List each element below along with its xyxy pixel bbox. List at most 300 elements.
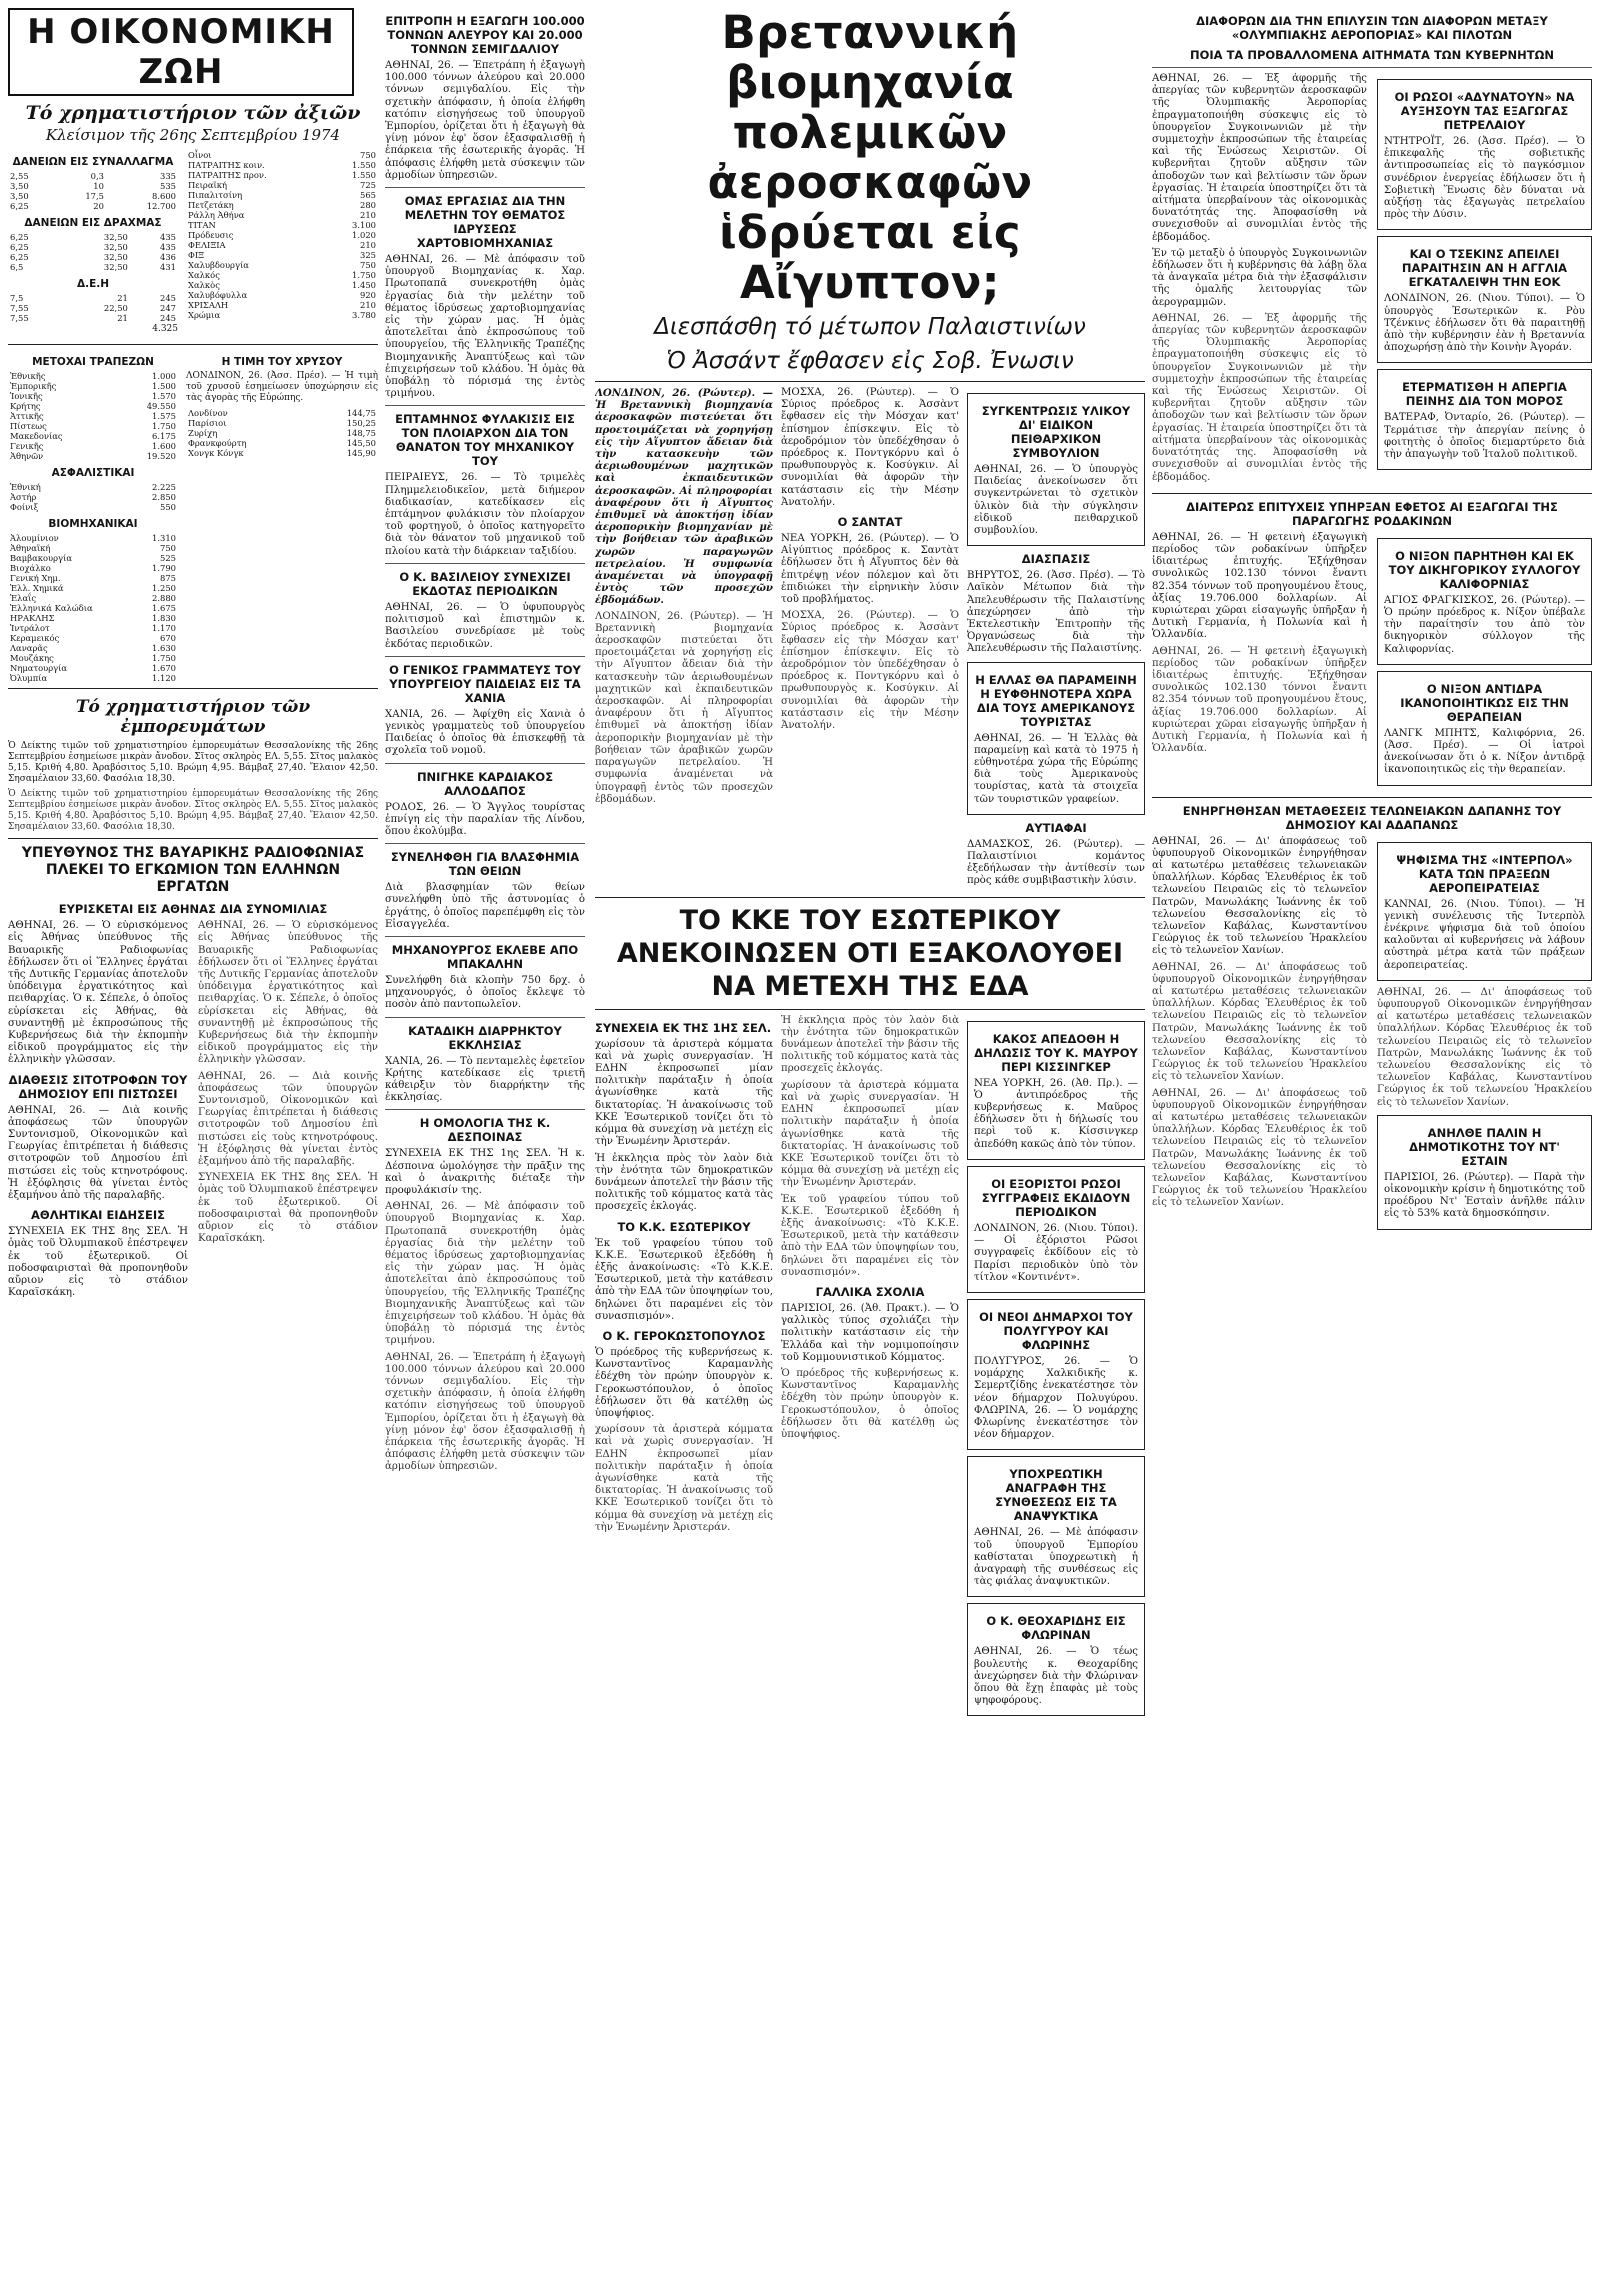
- discipline-title: ΣΥΓΚΕΝΤΡΩΣΙΣ ΥΛΙΚΟΥ ΔΙ' ΕΙΔΙΚΟΝ ΠΕΙΘΑΡΧΙΚΟΝ ΣΥΜΒΟΥΛΙΟΝ: [981, 404, 1131, 460]
- drowning-title: ΠΝΙΓΗΚΕ ΚΑΡΔΙΑΚΟΣ ΑΛΛΟΔΑΠΟΣ: [416, 769, 554, 798]
- mavros-title: ΚΑΚΟΣ ΑΠΕΔΟΘΗ Η ΔΗΛΩΣΙΣ ΤΟΥ Κ. ΜΑΥΡΟΥ ΠΕΡΙ ΚΙΣΣΙΝΓΚΕΡ: [974, 1031, 1138, 1074]
- quote-cell: 565: [360, 190, 376, 200]
- customs-cont-2: ΑΘΗΝΑΙ, 26. — Δι' ἀποφάσεως τοῦ ὑφυπουργοῦ Οἰκονομικῶν ἐνηργήθησαν αἱ κατωτέρω μεταθέσεις τελωνειακῶν ὑπαλλήλων. Κόρδας Ἐλευθέριος ἐκ τοῦ τελωνείου Πειραιῶς εἰς τὸ τελωνεῖον Πατρῶν, Μανωλάκης Ἰωάννης ἐκ τοῦ τελωνείου Θεσσαλονίκης εἰς τὸ τελωνεῖον Καβάλας, Κωνσταντίνου Γεώργιος ἐκ τοῦ τελωνείου Ἡρακλείου εἰς τὸ τελωνεῖον Χανίων.: [1152, 1087, 1367, 1209]
- quote-cell: Μουζάκης: [10, 653, 54, 664]
- theocharidis-box: [967, 1603, 1145, 1716]
- sports-text: ΣΥΝΕΧΕΙΑ ΕΚ ΤΗΣ 8ης ΣΕΛ. Ἡ ὁμὰς τοῦ Ὀλυμπιακοῦ ἐπέστρεψεν ἐκ τοῦ ἐξωτερικοῦ. Οἱ ποδοσφαιρισταὶ θὰ προπονηθοῦν αὔριον εἰς τὸ στάδιον Καραϊσκάκη.: [8, 1226, 188, 1299]
- nixon-bar-box: [1377, 538, 1592, 665]
- sports-title: ΑΘΛΗΤΙΚΑΙ ΕΙΔΗΣΕΙΣ: [31, 1208, 165, 1223]
- mayors-text: ΠΟΛΥΓΥΡΟΣ, 26. — Ὁ νομάρχης Χαλκιδικῆς κ. Σεμερτζίδης ἐνεκατέστησε τὸν νέον δήμαρχον Πολυγύρου. ΦΛΩΡΙΝΑ, 26. — Ὁ νομάρχης Φλωρίνης ἐνεκατέστησε τὸν νέον δήμαρχον.: [974, 1355, 1138, 1441]
- destaing-box: [1377, 1115, 1592, 1230]
- quote-cell: Ἑλλ. Χημικά: [10, 583, 64, 594]
- quote-cell: 21: [117, 293, 128, 303]
- quote-cell: 1.575: [152, 411, 176, 422]
- stock-right-2: [186, 350, 378, 683]
- grain-text: ΑΘΗΝΑΙ, 26. — Διὰ κοινῆς ἀποφάσεως τῶν ὑπουργῶν Συντονισμοῦ, Οἰκονομικῶν καὶ Γεωργίας ἐπιτρέπεται ἡ διάθεσις σιτοτροφῶν τοῦ Δημοσίου ἐπὶ πιστώσει εἰς τοὺς κτηνοτρόφους. Ἡ ἐξόφλησις θὰ γίνεται ἐντὸς ἐξαμήνου ἀπὸ τῆς παραλαβῆς.: [8, 1104, 188, 1202]
- metochai-header: ΜΕΤΟΧΑΙ ΤΡΑΠΕΖΩΝ: [32, 356, 154, 369]
- quote-row: [8, 623, 178, 633]
- quote-row: [8, 191, 178, 201]
- sadat-cont: ΜΟΣΧΑ, 26. (Ρώυτερ). — Ὁ Σύριος πρόεδρος κ. Ἀσσὰντ ἔφθασεν εἰς τὴν Μόσχαν κατ' ἐπίσημον ἐπίσκεψιν. Εἰς τὸ ἀεροδρόμιον τὸν ὑπεδέχθησαν ὁ πρόεδρος κ. Ποντγκόρνυ καὶ ὁ πρωθυπουργὸς κ. Κοσύγκιν. Αἱ συνομιλίαι θὰ ἀφορῶν τὴν κατάστασιν εἰς τὴν Μέσην Ἀνατολήν.: [781, 610, 959, 732]
- viom-header: ΒΙΟΜΗΧΑΝΙΚΑΙ: [48, 518, 138, 531]
- column-world: [1152, 8, 1592, 2284]
- gold-header: Η ΤΙΜΗ ΤΟΥ ΧΡΥΣΟΥ: [221, 356, 343, 369]
- commandos-text: ΔΑΜΑΣΚΟΣ, 26. (Ρώυτερ). — Παλαιστίνιοι κομάντος ἐξεδήλωσαν τὴν ἀντίθεσίν των πρὸς κάθε συμβιβαστικὴν λύσιν.: [967, 838, 1145, 887]
- gold-table: [186, 408, 378, 458]
- quote-cell: Ἐμπορικῆς: [10, 381, 57, 392]
- quote-cell: Φοίνιξ: [10, 502, 39, 513]
- quote-row: [186, 190, 378, 200]
- quote-cell: 210: [360, 210, 376, 220]
- kke-cont-1: Ἡ ἐκκληςια πρὸς τὸν λαὸν διὰ τὴν ἑνότητα τῶν δημοκρατικῶν δυνάμεων ἀποτελεῖ τὴν βάσιν τῆς πολιτικῆς τοῦ κόμματος κατὰ τὰς προσεχεῖς ἐκλογάς.: [781, 1014, 959, 1075]
- quote-cell: Ἰονικῆς: [10, 391, 43, 402]
- quote-row: [8, 303, 178, 313]
- quote-row: [186, 180, 378, 190]
- nixon-health-box: [1377, 671, 1592, 786]
- quote-cell: Κρήτης: [10, 401, 41, 412]
- quote-cell: Ράλλη Ἀθήνα: [188, 210, 245, 220]
- loans-header: ΔΑΝΕΙΩΝ ΕΙΣ ΣΥΝΑΛΛΑΓΜΑ: [12, 156, 174, 168]
- bavarian-radio-cont: ΑΘΗΝΑΙ, 26. — Ὁ εὑρισκόμενος εἰς Ἀθήνας ὑπεύθυνος τῆς Βαυαρικῆς Ραδιοφωνίας ἐδήλωσεν ὅτι οἱ Ἕλληνες ἐργάται τῆς Δυτικῆς Γερμανίας ἀποτελοῦν ὑπόδειγμα ἐργατικότητος καὶ πειθαρχίας. Ὁ κ. Σέπελε, ὁ ὁποῖος εὑρίσκεται εἰς Ἀθήνας, θὰ συναντηθῇ μὲ ἐκπροσώπους τῆς Κυβερνήσεως διὰ τὴν ἐκπομπὴν εἰδικοῦ προγράμματος εἰς τὴν ἑλληνικὴν γλῶσσαν.: [198, 920, 378, 1066]
- quote-cell: ΤΙΤΑΝ: [188, 220, 216, 230]
- quote-cell: ΠΑΤΡΑΙΤΗΣ προν.: [188, 170, 267, 180]
- loans2-table: [8, 232, 178, 272]
- quote-cell: ΦΕΛΙΞΙΑ: [188, 240, 226, 250]
- interpol-title: ΨΗΦΙΣΜΑ ΤΗΣ «ΙΝΤΕΡΠΟΛ» ΚΑΤΑ ΤΩΝ ΠΡΑΞΕΩΝ ΑΕΡΟΠΕΙΡΑΤΕΙΑΣ: [1396, 852, 1573, 895]
- quote-row: [8, 593, 178, 603]
- mayors-title: ΟΙ ΝΕΟΙ ΔΗΜΑΡΧΟΙ ΤΟΥ ΠΟΛΥΓΥΡΟΥ ΚΑΙ ΦΛΩΡΙΝΗΣ: [979, 1309, 1133, 1352]
- jenkins-title: ΚΑΙ Ο ΤΣΕΚΙΝΣ ΑΠΕΙΛΕΙ ΠΑΡΑΙΤΗΣΙΝ ΑΝ Η ΑΓΓΛΙΑ ΕΓΚΑΤΑΛΕΙΨΗ ΤΗΝ ΕΟΚ: [1401, 247, 1568, 290]
- quote-cell: Ἀθηναϊκή: [10, 543, 51, 554]
- church-burglar-text: ΧΑΝΙΑ, 26. — Τὸ πενταμελὲς ἐφετεῖον Κρήτης κατεδίκασε εἰς τριετῆ κάθειρξιν τὸν διαρρήκτην τῆς ἐκκλησίας.: [385, 1055, 585, 1104]
- quote-row: [186, 200, 378, 210]
- theft-title: ΜΗΧΑΝΟΥΡΓΟΣ ΕΚΛΕΒΕ ΑΠΟ ΜΠΑΚΑΛΗΝ: [391, 942, 579, 971]
- quote-cell: 245: [160, 313, 176, 323]
- drinks-text: ΑΘΗΝΑΙ, 26. — Μὲ ἀπόφασιν τοῦ ὑπουργοῦ Ἐμπορίου καθίσταται ὑποχρεωτικὴ ἡ ἀναγραφὴ τῆς συνθέσεως εἰς τὰς φιάλας ἀναψυκτικῶν.: [974, 1527, 1138, 1588]
- quote-cell: 335: [160, 171, 176, 181]
- peach-title: ΔΙΑΙΤΕΡΩΣ ΕΠΙΤΥΧΕΙΣ ΥΠΗΡΞΑΝ ΕΦΕΤΟΣ ΑΙ ΕΞΑΓΩΓΑΙ ΤΗΣ ΠΑΡΑΓΩΓΗΣ ΡΟΔΑΚΙΝΩΝ: [1186, 499, 1558, 528]
- quote-cell: Νηματουργία: [10, 663, 68, 674]
- blasphemy-title: ΣΥΝΕΛΗΦΘΗ ΓΙΑ ΒΛΑΣΦΗΜΙΑ ΤΩΝ ΘΕΙΩΝ: [390, 850, 580, 879]
- quote-cell: 3.780: [352, 310, 376, 320]
- quote-cell: 0,3: [90, 171, 104, 181]
- quote-cell: 1.790: [152, 563, 176, 574]
- quote-row: [8, 181, 178, 191]
- quote-cell: 6.175: [152, 431, 176, 442]
- deh-header: Δ.Ε.Η: [76, 278, 110, 290]
- nixon-bar-title: Ο ΝΙΞΟΝ ΠΑΡΗΤΗΘΗ ΚΑΙ ΕΚ ΤΟΥ ΔΙΚΗΓΟΡΙΚΟΥ ΣΥΛΛΟΓΟΥ ΚΑΛΙΦΟΡΝΙΑΣ: [1388, 548, 1581, 591]
- quote-cell: 6,5: [10, 262, 24, 272]
- russian-oil-text: ΝΤΗΤΡΟΪΤ, 26. (Ἀσσ. Πρέσ). — Ὁ ἐπικεφαλῆς τῆς σοβιετικῆς ἀντιπροσωπείας εἰς τὸ παγκόσμιον συνέδριον ἐνεργείας ἐδήλωσεν ὅτι ἡ Σοβιετικὴ Ἕνωσις δὲν δύναται νὰ αὐξήσῃ τὰς ἐξαγωγὰς πετρελαίου πρὸς τὴν Δύσιν.: [1384, 136, 1585, 221]
- quote-cell: 1.750: [352, 270, 376, 280]
- quote-row: [8, 583, 178, 593]
- quote-row: [186, 418, 378, 428]
- quote-cell: 435: [160, 242, 176, 252]
- stock-date: Κλείσιμον τῆς 26ης Σεπτεμβρίου 1974: [45, 126, 341, 144]
- kke-headline: ΤΟ ΚΚΕ ΤΟΥ ΕΣΩΤΕΡΙΚΟΥ ΑΝΕΚΟΙΝΩΣΕΝ ΟΤΙ ΕΞΑΚΟΛΟΥΘΕΙ ΝΑ ΜΕΤΕΧΗ ΤΗΣ ΕΔΑ: [616, 904, 1124, 1002]
- quote-cell: Παρίσιοι: [188, 418, 227, 429]
- quote-cell: 1.450: [352, 280, 376, 290]
- column-front: [595, 8, 1145, 2284]
- quote-cell: Γενική Χημ.: [10, 573, 61, 584]
- quote-cell: 8.600: [152, 191, 176, 201]
- kke-text-1: χωρίσουν τὰ ἀριστερὰ κόμματα καὶ νὰ χωρὶς συνεργασίαν. Ἡ ΕΔΗΝ ἐκπροσωπεῖ μίαν πολιτικὴν παράταξιν ἡ ὁποία ἀγωνίσθηκε κατὰ τῆς δικτατορίας. Ἡ ἀνακοίνωσις τοῦ ΚΚΕ Ἐσωτερικοῦ τονίζει ὅτι τὸ κόμμα θὰ συνεχίσῃ νὰ μετέχῃ εἰς τὴν Ἑνωμένην Ἀριστεράν.: [595, 1038, 773, 1148]
- quote-row: [186, 250, 378, 260]
- quote-row: [8, 451, 178, 461]
- quote-cell: Πετζετάκη: [188, 200, 234, 210]
- quote-cell: ΠΑΤΡΑΙΤΗΣ κοιν.: [188, 160, 265, 170]
- quote-row: [8, 673, 178, 683]
- quote-cell: 10: [93, 181, 104, 191]
- vasileiou-text: ΑΘΗΝΑΙ, 26. — Ὁ ὑφυπουργὸς πολιτισμοῦ καὶ ἐπιστημῶν κ. Βασιλείου συνεδρίασε μὲ τοὺς ἐκδότας περιοδικῶν.: [385, 601, 585, 650]
- aircraft-lead: ΛΟΝΔΙΝΟΝ, 26. (Ρώυτερ). — Ἡ Βρεταννικὴ βιομηχανία ἀεροσκαφῶν πιστεύεται ὅτι προετοιμάζεται νὰ χορηγήσῃ εἰς τὴν Αἴγυπτον ἄδειαν διὰ τὴν κατασκευὴν τῶν ἀεριωθουμένων μαχητικῶν καὶ ἐκπαιδευτικῶν ἀεροσκαφῶν. Αἱ πληροφορίαι ἀναφέρουν ὅτι ἡ Αἴγυπτος ἐπιθυμεῖ νὰ ἀποκτήσῃ ἰδίαν ἀεροπορικὴν βιομηχανίαν μὲ τὴν βοήθειαν τῶν ἀραβικῶν χωρῶν παραγωγῶν πετρελαίου. Ἡ συμφωνία ἀναμένεται νὰ ὑπογραφῇ ἐντὸς τῶν προσεχῶν ἑβδομάδων.: [595, 387, 773, 607]
- quote-cell: 19.520: [146, 451, 176, 462]
- quote-cell: 1.500: [152, 381, 176, 392]
- quote-row: [8, 411, 178, 421]
- quote-cell: Χαλκός: [188, 270, 220, 280]
- quote-cell: 49.550: [146, 401, 176, 412]
- quote-cell: 875: [160, 573, 176, 584]
- commandos-sub: ΑΥΤΙΑΦΑΙ: [1025, 820, 1087, 835]
- quote-row: [8, 293, 178, 303]
- quote-row: [8, 431, 178, 441]
- quote-cell: 525: [160, 553, 176, 564]
- kke-sub-3: ΓΑΛΛΙΚΑ ΣΧΟΛΙΑ: [815, 1284, 925, 1299]
- asfal-table: [8, 482, 178, 512]
- captain-sentence-title: ΕΠΤΑΜΗΝΟΣ ΦΥΛΑΚΙΣΙΣ ΕΙΣ ΤΟΝ ΠΛΟΙΑΡΧΟΝ ΔΙΑ ΤΟΝ ΘΑΝΑΤΟΝ ΤΟΥ ΜΗΧΑΝΙΚΟΥ ΤΟΥ: [395, 412, 575, 469]
- quote-row: [8, 401, 178, 411]
- quote-cell: 32,50: [103, 242, 128, 252]
- quote-row: [8, 573, 178, 583]
- quote-cell: 6,25: [10, 252, 29, 262]
- hunger-strike-text: ΒΑΤΕΡΑΦ, Ὀνταρίο, 26. (Ρώυτερ). — Τερμάτισε τὴν ἀπεργίαν πείνης ὁ φοιτητὴς ὁ ὁποῖος διεμαρτύρετο διὰ τὴν ἀπαγωγὴν τοῦ Ἰταλοῦ πολιτικοῦ.: [1384, 412, 1585, 461]
- quote-row: [186, 210, 378, 220]
- church-burglar-title: ΚΑΤΑΔΙΚΗ ΔΙΑΡΡΗΚΤΟΥ ΕΚΚΛΗΣΙΑΣ: [408, 1023, 562, 1052]
- quote-cell: 2.850: [152, 492, 176, 503]
- quote-cell: Χρώμια: [188, 310, 221, 320]
- quote-row: [186, 230, 378, 240]
- quote-cell: ΗΡΑΚΛΗΣ: [10, 613, 55, 624]
- quote-cell: 1.550: [352, 160, 376, 170]
- quote-cell: 247: [160, 303, 176, 313]
- interpol-box: [1377, 842, 1592, 981]
- front-body: [595, 387, 1145, 892]
- masthead: Η ΟΙΚΟΝΟΜΙΚΗ ΖΩΗ: [8, 8, 354, 96]
- quote-cell: Οἶνοι: [188, 150, 212, 160]
- kke-text-4: Ὁ πρόεδρος τῆς κυβερνήσεως κ. Κωνσταντῖνος Καραμανλὴς ἐδέχθη τὸν πρώην ὑπουργὸν κ. Γεροκωστόπουλον, ὁ ὁποῖος ἐδήλωσεν ὅτι θὰ κατέλθῃ ὡς ὑποψήφιος.: [595, 1346, 773, 1419]
- commodities-text-more: Ὁ Δείκτης τιμῶν τοῦ χρηματιστηρίου ἐμπορευμάτων Θεσσαλονίκης τῆς 26ης Σεπτεμβρίου ἐσημείωσε μικρὰν ἄνοδον. Σῖτος σκληρὸς ΕΛ. 5,55. Σῖτος μαλακὸς 5,15. Κριθή 4,80. Ἀραβόσιτος 5,10. Βρώμη 4,95. Βάμβαξ 27,40. Ἔλαιον 42,50. Σησαμέλαιον 33,60. Φασόλια 18,30.: [8, 789, 378, 833]
- quote-cell: 32,50: [103, 252, 128, 262]
- quote-row: [186, 260, 378, 270]
- quote-cell: 32,50: [103, 262, 128, 272]
- quote-row: [8, 603, 178, 613]
- jenkins-box: [1377, 236, 1592, 363]
- quote-cell: 1.750: [152, 421, 176, 432]
- quote-cell: 6,25: [10, 232, 29, 242]
- commodities-title: Τό χρηματιστήριον τῶν ἐμπορευμάτων: [75, 697, 311, 738]
- olympic-body: [1152, 73, 1592, 488]
- quote-row: [8, 492, 178, 502]
- split-sub: ΔΙΑΣΠΑΣΙΣ: [1021, 552, 1091, 567]
- sadat-sub: Ο ΣΑΝΤΑΤ: [837, 515, 903, 530]
- quote-cell: 435: [160, 232, 176, 242]
- quote-cell: 1.630: [152, 643, 176, 654]
- kke-text-5: ΠΑΡΙΣΙΟΙ, 26. (Ἀθ. Πρακτ.). — Ὁ γαλλικὸς τύπος σχολιάζει τὴν πολιτικὴν κατάστασιν εἰς τὴν Ἑλλάδα καὶ τὴν νομιμοποίησιν τοῦ Κομμουνιστικοῦ Κόμματος.: [781, 1302, 959, 1363]
- grain-title: ΔΙΑΘΕΣΙΣ ΣΙΤΟΤΡΟΦΩΝ ΤΟΥ ΔΗΜΟΣΙΟΥ ΕΠΙ ΠΙΣΤΩΣΕΙ: [8, 1072, 188, 1101]
- quote-cell: Χαλυβόφυλλα: [188, 290, 248, 300]
- quote-cell: Ἀθηνῶν: [10, 451, 44, 462]
- quote-cell: 17,5: [85, 191, 104, 201]
- loans-table: [8, 171, 178, 211]
- bavarian-radio-text: ΑΘΗΝΑΙ, 26. — Ὁ εὑρισκόμενος εἰς Ἀθήνας ὑπεύθυνος τῆς Βαυαρικῆς Ραδιοφωνίας ἐδήλωσεν ὅτι οἱ Ἕλληνες ἐργάται τῆς Δυτικῆς Γερμανίας ἀποτελοῦν ὑπόδειγμα ἐργατικότητος καὶ πειθαρχίας. Ὁ κ. Σέπελε, ὁ ὁποῖος εὑρίσκεται εἰς Ἀθήνας, θὰ συναντηθῇ μὲ ἐκπροσώπους τῆς Κυβερνήσεως διὰ τὴν ἐκπομπὴν εἰδικοῦ προγράμματος εἰς τὴν ἑλληνικὴν γλῶσσαν.: [8, 920, 188, 1066]
- quote-cell: Πειραϊκή: [188, 180, 228, 190]
- quote-cell: 2.225: [152, 482, 176, 493]
- olympic-text-2: Ἐν τῷ μεταξὺ ὁ ὑπουργὸς Συγκοινωνιῶν ἐδήλωσεν ὅτι ἡ κυβέρνησις θὰ λάβῃ ὅλα τὰ ἀναγκαῖα μέτρα διὰ τὴν ἐξασφάλισιν τῆς ὁμαλῆς λειτουργίας τῶν ἀερογραμμῶν.: [1152, 247, 1367, 308]
- quote-row: [8, 633, 178, 643]
- quote-cell: 145,50: [346, 438, 376, 449]
- quote-cell: Βαμβακουργία: [10, 553, 72, 564]
- confession-text: ΣΥΝΕΧΕΙΑ ΕΚ ΤΗΣ 1ης ΣΕΛ. Ἡ κ. Δέσποινα ὡμολόγησε τὴν πρᾶξιν της καὶ ὁ ἀνακριτὴς διέταξε τὴν προφυλάκισίν της.: [385, 1148, 585, 1196]
- quote-cell: 1.570: [152, 391, 176, 402]
- quote-row: [186, 428, 378, 438]
- quote-cell: 1.310: [152, 533, 176, 544]
- destaing-title: ΑΝΗΛΘΕ ΠΑΛΙΝ Η ΔΗΜΟΤΙΚΟΤΗΣ ΤΟΥ ΝΤ' ΕΣΤΑΙΝ: [1409, 1125, 1560, 1168]
- blasphemy-text: Διὰ βλασφημίαν τῶν θείων συνελήφθη ὑπὸ τῆς ἀστυνομίας ὁ ἐργάτης, ὁ ὁποῖος παρεπέμφθη εἰς τὸν Εἰσαγγελέα.: [385, 882, 585, 930]
- quote-cell: 750: [160, 543, 176, 554]
- nixon-health-text: ΛΑΝΓΚ ΜΠΗΤΣ, Καλιφόρνια, 26. (Ἀσσ. Πρέσ). — Οἱ ἰατροὶ ἀνεκοίνωσαν ὅτι ὁ κ. Νίξον ἀντιδρᾷ ἱκανοποιητικῶς εἰς τὴν θεραπείαν.: [1384, 727, 1585, 776]
- quote-cell: Κεραμεικός: [10, 633, 60, 644]
- quote-cell: Πίστεως: [10, 421, 47, 432]
- kke-text-2: Ἡ ἐκκληςια πρὸς τὸν λαὸν διὰ τὴν ἑνότητα τῶν δημοκρατικῶν δυνάμεων ἀποτελεῖ τὴν βάσιν τῆς πολιτικῆς τοῦ κόμματος κατὰ τὰς προσεχεῖς ἐκλογάς.: [595, 1152, 773, 1213]
- quote-row: [8, 262, 178, 272]
- quote-cell: 150,25: [346, 418, 376, 429]
- quote-cell: 20: [93, 201, 104, 211]
- viom-table: [8, 533, 178, 683]
- split-text: ΒΗΡΥΤΟΣ, 26. (Ἀσσ. Πρέσ). — Τὸ Λαϊκὸν Μέτωπον διὰ τὴν Ἀπελευθέρωσιν τῆς Παλαιστίνης ἀπεχώρησεν ἀπὸ τὴν Ἐκτελεστικὴν Ἐπιτροπὴν τῆς Ὀργανώσεως διὰ τὴν Ἀπελευθέρωσιν τῆς Παλαιστίνης.: [967, 570, 1145, 655]
- quote-cell: 750: [360, 150, 376, 160]
- quote-row: [8, 613, 178, 623]
- theocharidis-title: Ο Κ. ΘΕΟΧΑΡΙΔΗΣ ΕΙΣ ΦΛΩΡΙΝΑΝ: [986, 1614, 1126, 1643]
- quote-cell: Πιπαλιτσίνη: [188, 190, 243, 200]
- tourism-text: ΑΘΗΝΑΙ, 26. — Ἡ Ἑλλὰς θὰ παραμείνῃ καὶ κατὰ τὸ 1975 ἡ εὐθηνοτέρα χώρα τῆς Εὐρώπης διὰ τοὺς Ἀμερικανοὺς τουρίστας, κατὰ τὰ στοιχεῖα τῶν τουριστικῶν γραφείων.: [974, 732, 1138, 805]
- quote-row: [8, 232, 178, 242]
- olympic-cont: ΑΘΗΝΑΙ, 26. — Ἐξ ἀφορμῆς τῆς ἀπεργίας τῶν κυβερνητῶν ἀεροσκαφῶν τῆς Ὀλυμπιακῆς Ἀεροπορίας ἐπραγματοποιήθη σύσκεψις εἰς τὸ ὑπουργεῖον Συγκοινωνιῶν μὲ τὴν συμμετοχὴν ἐκπροσώπων τῆς ἑταιρείας καὶ τῆς Ἑνώσεως Χειριστῶν. Οἱ κυβερνῆται ζητοῦν αὔξησιν τῶν ἀποδοχῶν των καὶ βελτίωσιν τῶν ὅρων ἐργασίας. Ἡ ἑταιρεία ὑποστηρίζει ὅτι τὰ αἰτήματα ὑπερβαίνουν τὰς οἰκονομικὰς δυνατότητάς της. Ἀποφασίσθη νὰ συνεχισθοῦν αἱ συνομιλίαι ἐντὸς τῆς ἑβδομάδος.: [1152, 312, 1367, 483]
- confession-cont-2: ΑΘΗΝΑΙ, 26. — Ἐπετράπη ἡ ἐξαγωγὴ 100.000 τόννων ἀλεύρου καὶ 20.000 τόννων σεμιγδαλίου. Εἰς τὴν σχετικὴν ἀπόφασιν, ἡ ὁποία ἐλήφθη κατόπιν εἰσηγήσεως τοῦ ὑπουργοῦ Ἐμπορίου, ὁρίζεται ὅτι ἡ ἐξαγωγὴ θὰ γίνῃ μόνον ἐφ' ὅσον ἐξασφαλισθῇ ἡ ἐπάρκεια τῆς ἐσωτερικῆς ἀγορᾶς. Ἡ ἀπόφασις ἐλήφθη μετὰ σύσκεψιν τῶν ἁρμοδίων ὑπηρεσιῶν.: [385, 1351, 585, 1473]
- quote-cell: 32,50: [103, 232, 128, 242]
- olympic-text: ΑΘΗΝΑΙ, 26. — Ἐξ ἀφορμῆς τῆς ἀπεργίας τῶν κυβερνητῶν ἀεροσκαφῶν τῆς Ὀλυμπιακῆς Ἀεροπορίας ἐπραγματοποιήθη σύσκεψις εἰς τὸ ὑπουργεῖον Συγκοινωνιῶν μὲ τὴν συμμετοχὴν ἐκπροσώπων τῆς ἑταιρείας καὶ τῆς Ἑνώσεως Χειριστῶν. Οἱ κυβερνῆται ζητοῦν αὔξησιν τῶν ἀποδοχῶν των καὶ βελτίωσιν τῶν ὅρων ἐργασίας. Ἡ ἑταιρεία ὑποστηρίζει ὅτι τὰ αἰτήματα ὑπερβαίνουν τὰς οἰκονομικὰς δυνατότητάς της. Ἀποφασίσθη νὰ συνεχισθοῦν αἱ συνομιλίαι ἐντὸς τῆς ἑβδομάδος.: [1152, 73, 1367, 243]
- gold-text: ΛΟΝΔΙΝΟΝ, 26. (Ἀσσ. Πρέσ). — Ἡ τιμὴ τοῦ χρυσοῦ ἐσημείωσεν ὑποχώρησιν εἰς τὰς ἀγορὰς τῆς Εὐρώπης.: [186, 371, 378, 404]
- quote-cell: 6,25: [10, 242, 29, 252]
- quote-cell: 670: [160, 633, 176, 644]
- mayors-box: [967, 1299, 1145, 1450]
- quote-cell: Βιοχάλκο: [10, 563, 51, 574]
- discipline-text: ΑΘΗΝΑΙ, 26. — Ὁ ὑπουργὸς Παιδείας ἀνεκοίνωσεν ὅτι συγκεντρώνεται τὸ σχετικὸν ὑλικὸν διὰ τὴν σύγκλησιν εἰδικοῦ πειθαρχικοῦ συμβουλίου.: [974, 464, 1138, 537]
- quote-cell: Πρόδευσις: [188, 230, 234, 240]
- peach-cont: ΑΘΗΝΑΙ, 26. — Ἡ φετεινὴ ἐξαγωγικὴ περίοδος τῶν ροδακίνων ὑπῆρξεν ἰδιαιτέρως ἐπιτυχής. Ἐξήχθησαν συνολικῶς 102.130 τόννοι ἔναντι 82.354 τόννων τοῦ προηγουμένου ἔτους, ἀξίας 19.706.000 δολλαρίων. Αἱ κυριώτεραι χῶραι εἰσαγωγῆς ὑπῆρξαν ἡ Δυτικὴ Γερμανία, ἡ Πολωνία καὶ ἡ Ὁλλανδία.: [1152, 645, 1367, 755]
- quote-cell: Λονδίνον: [188, 408, 228, 419]
- quote-cell: Χονγκ Κόνγκ: [188, 448, 244, 459]
- flour-export-title: ΕΠΙΤΡΟΠΗ Η ΕΞΑΓΩΓΗ 100.000 ΤΟΝΝΩΝ ΑΛΕΥΡΟΥ ΚΑΙ 20.000 ΤΟΝΝΩΝ ΣΕΜΙΓΔΑΛΙΟΥ: [385, 14, 585, 56]
- quote-cell: 210: [360, 300, 376, 310]
- quote-row: [8, 421, 178, 431]
- customs-cont: ΑΘΗΝΑΙ, 26. — Δι' ἀποφάσεως τοῦ ὑφυπουργοῦ Οἰκονομικῶν ἐνηργήθησαν αἱ κατωτέρω μεταθέσεις τελωνειακῶν ὑπαλλήλων. Κόρδας Ἐλευθέριος ἐκ τοῦ τελωνείου Πειραιῶς εἰς τὸ τελωνεῖον Πατρῶν, Μανωλάκης Ἰωάννης ἐκ τοῦ τελωνείου Θεσσαλονίκης εἰς τὸ τελωνεῖον Καβάλας, Κωνσταντίνου Γεώργιος ἐκ τοῦ τελωνείου Ἡρακλείου εἰς τὸ τελωνεῖον Χανίων.: [1152, 961, 1367, 1083]
- kke-sub-1: ΤΟ Κ.Κ. ΕΣΩΤΕΡΙΚΟΥ: [617, 1219, 751, 1234]
- quote-cell: 144,75: [346, 408, 376, 419]
- quote-cell: Ὀλυμπία: [10, 673, 48, 684]
- column-economy: [8, 8, 378, 2284]
- quote-cell: 725: [360, 180, 376, 190]
- quote-cell: 12.700: [146, 201, 176, 211]
- captain-sentence-text: ΠΕΙΡΑΙΕΥΣ, 26. — Τὸ τριμελὲς Πλημμελειοδικεῖον, μετὰ διήμερον διαδικασίαν, κατεδίκασεν εἰς ἑπτάμηνον φυλάκισιν τὸν πλοίαρχον τοῦ φορτηγοῦ, ὁ ὁποῖος κατηγορεῖτο διὰ τὸν θάνατον τοῦ μηχανικοῦ τοῦ πλοίου κατὰ τὴν διάρκειαν ταξιδίου.: [385, 472, 585, 557]
- quote-cell: 550: [160, 502, 176, 513]
- quote-cell: 22,50: [103, 303, 128, 313]
- hunger-strike-box: [1377, 369, 1592, 470]
- quote-cell: Ἀττικῆς: [10, 411, 44, 422]
- stock-title: Τό χρηματιστήριον τῶν ἀξιῶν: [25, 102, 361, 124]
- stock-right-table: [186, 150, 378, 320]
- quote-row: [186, 280, 378, 290]
- quote-cell: 1.670: [152, 663, 176, 674]
- quote-row: [8, 171, 178, 181]
- writers-title: ΟΙ ΕΞΟΡΙΣΤΟΙ ΡΩΣΟΙ ΣΥΓΓΡΑΦΕΙΣ ΕΚΔΙΔΟΥΝ ΠΕΡΙΟΔΙΚΟΝ: [981, 1176, 1131, 1219]
- quote-cell: 148,75: [346, 428, 376, 439]
- flour-export-text: ΑΘΗΝΑΙ, 26. — Ἐπετράπη ἡ ἐξαγωγὴ 100.000 τόννων ἀλεύρου καὶ 20.000 τόννων σεμιγδαλίου. Εἰς τὴν σχετικὴν ἀπόφασιν, ἡ ὁποία ἐλήφθη κατόπιν εἰσηγήσεως τοῦ ὑπουργοῦ Ἐμπορίου, ὁρίζεται ὅτι ἡ ἐξαγωγὴ θὰ γίνῃ μόνον ἐφ' ὅσον ἐξασφαλισθῇ ἡ ἐπάρκεια τῆς ἐσωτερικῆς ἀγορᾶς. Ἡ ἀπόφασις ἐλήφθη μετὰ σύσκεψιν τῶν ἁρμοδίων ὑπηρεσιῶν.: [385, 60, 585, 181]
- kke-body: [595, 1015, 1145, 1723]
- destaing-text: ΠΑΡΙΣΙΟΙ, 26. (Ρώυτερ). — Παρὰ τὴν οἰκονομικὴν κρίσιν ἡ δημοτικότης τοῦ προέδρου Ντ' Ἐσταὶν ἀνῆλθε πάλιν εἰς τὸ 53% κατὰ δημοσκόπησιν.: [1384, 1171, 1585, 1220]
- paper-industry-text: ΑΘΗΝΑΙ, 26. — Μὲ ἀπόφασιν τοῦ ὑπουργοῦ Βιομηχανίας κ. Χαρ. Πρωτοπαπᾶ συνεκροτήθη ὁμὰς ἐργασίας διὰ τὴν μελέτην τοῦ θέματος ἱδρύσεως χαρτοβιομηχανίας εἰς τὴν χώραν μας. Ἡ ὁμὰς ἀποτελεῖται ἀπὸ ἐκπροσώπους τοῦ ὑπουργείου, τῆς Ἑλληνικῆς Τραπέζης Βιομηχανικῆς Ἀναπτύξεως καὶ τῶν ἐπιχειρήσεων τοῦ κλάδου. Ἡ ὁμὰς θὰ ὑποβάλῃ τὸ πόρισμά της ἐντὸς τριμήνου.: [385, 254, 585, 400]
- writers-box: [967, 1166, 1145, 1293]
- quote-row: [8, 391, 178, 401]
- quote-cell: 2,55: [10, 171, 29, 181]
- paper-industry-title: ΟΜΑΣ ΕΡΓΑΣΙΑΣ ΔΙΑ ΤΗΝ ΜΕΛΕΤΗΝ ΤΟΥ ΘΕΜΑΤΟΣ ΙΔΡΥΣΕΩΣ ΧΑΡΤΟΒΙΟΜΗΧΑΝΙΑΣ: [404, 194, 566, 251]
- quote-cell: 1.000: [152, 371, 176, 382]
- quote-cell: Λαναρᾶς: [10, 643, 48, 654]
- confession-cont: ΑΘΗΝΑΙ, 26. — Μὲ ἀπόφασιν τοῦ ὑπουργοῦ Βιομηχανίας κ. Χαρ. Πρωτοπαπᾶ συνεκροτήθη ὁμὰς ἐργασίας διὰ τὴν μελέτην τοῦ θέματος ἱδρύσεως χαρτοβιομηχανίας εἰς τὴν χώραν μας. Ἡ ὁμὰς ἀποτελεῖται ἀπὸ ἐκπροσώπους τοῦ ὑπουργείου, τῆς Ἑλληνικῆς Τραπέζης Βιομηχανικῆς Ἀναπτύξεως καὶ τῶν ἐπιχειρήσεων τοῦ κλάδου. Ἡ ὁμὰς θὰ ὑποβάλῃ τὸ πόρισμά της ἐντὸς τριμήνου.: [385, 1201, 585, 1347]
- quote-row: [8, 543, 178, 553]
- quote-row: [8, 242, 178, 252]
- quote-row: [186, 160, 378, 170]
- quote-row: [8, 201, 178, 211]
- drowning-text: ΡΟΔΟΣ, 26. — Ὁ Ἄγγλος τουρίστας ἐπνίγη εἰς τὴν παραλίαν τῆς Λίνδου, ὅπου ἐκολύμβα.: [385, 801, 585, 837]
- quote-cell: Ἀστήρ: [10, 492, 37, 503]
- quote-cell: 7,5: [10, 293, 24, 303]
- quote-cell: 6,25: [10, 201, 29, 211]
- jenkins-text: ΛΟΝΔΙΝΟΝ, 26. (Νιου. Τύποι). — Ὁ ὑπουργὸς Ἐσωτερικῶν κ. Ρὸυ Τζένκινς ἐδήλωσεν ὅτι θὰ παραιτηθῇ ἀπὸ τὴν κυβέρνησιν ἐὰν ἡ Βρεταννία ἀποχωρήσῃ ἀπὸ τὴν Κοινὴν Ἀγοράν.: [1384, 293, 1585, 354]
- kke-lead: ΣΥΝΕΧΕΙΑ ΕΚ ΤΗΣ 1ΗΣ ΣΕΛ.: [595, 1020, 772, 1035]
- kke-sub-2: Ο Κ. ΓΕΡΟΚΩΣΤΟΠΟΥΛΟΣ: [602, 1328, 766, 1343]
- loans2-header: ΔΑΝΕΙΩΝ ΕΙΣ ΔΡΑΧΜΑΣ: [24, 217, 162, 229]
- quote-cell: 21: [117, 313, 128, 323]
- quote-cell: Χαλυβδουργία: [188, 260, 249, 270]
- quote-cell: 1.830: [152, 613, 176, 624]
- russian-oil-box: [1377, 79, 1592, 230]
- quote-row: [186, 438, 378, 448]
- column-briefs: [385, 8, 585, 2284]
- bavarian-radio-lead: ΕΥΡΙΣΚΕΤΑΙ ΕΙΣ ΑΘΗΝΑΣ ΔΙΑ ΣΥΝΟΜΙΛΙΑΣ: [58, 902, 328, 917]
- quote-row: [186, 448, 378, 458]
- quote-cell: Ἑλληνικά Καλώδια: [10, 603, 93, 614]
- theft-text: Συνελήφθη διὰ κλοπὴν 750 δρχ. ὁ μηχανουργός, ὁ ὁποῖος ἔκλεψε τὸ ποσὸν ἀπὸ παντοπωλεῖον.: [385, 974, 585, 1011]
- vasileiou-title: Ο Κ. ΒΑΣΙΛΕΙΟΥ ΣΥΝΕΧΙΖΕΙ ΕΚΔΟΤΑΣ ΠΕΡΙΟΔΙΚΩΝ: [399, 569, 571, 598]
- deh-total: 4.325: [152, 324, 178, 334]
- russian-oil-title: ΟΙ ΡΩΣΟΙ «ΑΔΥΝΑΤΟΥΝ» ΝΑ ΑΥΞΗΣΟΥΝ ΤΑΣ ΕΞΑΓΩΓΑΣ ΠΕΤΡΕΛΑΙΟΥ: [1394, 90, 1575, 132]
- quote-cell: 210: [360, 240, 376, 250]
- quote-row: [186, 290, 378, 300]
- quote-cell: Ζυρίχη: [188, 428, 218, 439]
- quote-cell: Μακεδονίας: [10, 431, 63, 442]
- quote-cell: 535: [160, 181, 176, 191]
- quote-cell: 7,55: [10, 313, 29, 323]
- discipline-box: [967, 393, 1145, 546]
- stock-left: [8, 150, 178, 339]
- quote-row: [8, 502, 178, 512]
- quote-row: [8, 663, 178, 673]
- quote-row: [8, 553, 178, 563]
- quote-row: [8, 482, 178, 492]
- kke-cont-4: Ὁ πρόεδρος τῆς κυβερνήσεως κ. Κωνσταντῖνος Καραμανλὴς ἐδέχθη τὸν πρώην ὑπουργὸν κ. Γεροκωστόπουλον, ὁ ὁποῖος ἐδήλωσεν ὅτι θὰ κατέλθῃ ὡς ὑποψήφιος.: [781, 1367, 959, 1440]
- quote-cell: Ἀλουμίνιον: [10, 533, 59, 544]
- quote-cell: 431: [160, 262, 176, 272]
- main-headline: Βρεταννική βιομηχανία πολεμικῶν ἀεροσκαφῶν ἱδρύεται εἰς Αἴγυπτον;: [707, 8, 1033, 309]
- stock-tables: [8, 150, 378, 339]
- quote-cell: 1.675: [152, 603, 176, 614]
- headline-sub-1: Διεσπάσθη τό μέτωπον Παλαιστινίων: [654, 314, 1086, 340]
- quote-cell: Ἰντράλοτ: [10, 623, 50, 634]
- quote-cell: 325: [360, 250, 376, 260]
- quote-cell: Ἐθνική: [10, 482, 41, 493]
- customs-title: ΕΝΗΡΓΗΘΗΣΑΝ ΜΕΤΑΘΕΣΕΙΣ ΤΕΛΩΝΕΙΑΚΩΝ ΔΑΠΑΝΗΣ ΤΟΥ ΔΗΜΟΣΙΟΥ ΚΑΙ ΑΔΑΠΑΝΩΣ: [1182, 803, 1562, 832]
- education-secretary-title: Ο ΓΕΝΙΚΟΣ ΓΡΑΜΜΑΤΕΥΣ ΤΟΥ ΥΠΟΥΡΓΕΙΟΥ ΠΑΙΔΕΙΑΣ ΕΙΣ ΤΑ ΧΑΝΙΑ: [389, 662, 581, 705]
- nixon-health-title: Ο ΝΙΞΟΝ ΑΝΤΙΔΡΑ ΙΚΑΝΟΠΟΙΗΤΙΚΩΣ ΕΙΣ ΤΗΝ ΘΕΡΑΠΕΙΑΝ: [1400, 681, 1569, 724]
- writers-text: ΛΟΝΔΙΝΟΝ, 26. (Νιου. Τύποι). — Οἱ ἐξόριστοι Ρῶσοι συγγραφεῖς ἐκδίδουν εἰς τὸ Παρίσι περιοδικὸν ὑπὸ τὸν τίτλον «Κοντινέντ».: [974, 1222, 1138, 1283]
- theocharidis-text: ΑΘΗΝΑΙ, 26. — Ὁ τέως βουλευτὴς κ. Θεοχαρίδης ἀνεχώρησεν διὰ τὴν Φλώριναν ὅπου θὰ ἔχῃ ἐπαφὰς μὲ τοὺς ψηφοφόρους.: [974, 1646, 1138, 1707]
- quote-cell: 145,90: [346, 448, 376, 459]
- peach-body: [1152, 532, 1592, 792]
- customs-body: [1152, 836, 1592, 1236]
- olympic-title: ΔΙΑΦΟΡΩΝ ΔΙΑ ΤΗΝ ΕΠΙΛΥΣΙΝ ΤΩΝ ΔΙΑΦΟΡΩΝ ΜΕΤΑΞΥ «ΟΛΥΜΠΙΑΚΗΣ ΑΕΡΟΠΟΡΙΑΣ» ΚΑΙ ΠΙΛΟΤΩΝ: [1196, 14, 1548, 42]
- quote-cell: Ἐθνικῆς: [10, 371, 46, 382]
- stock-left-2: [8, 350, 178, 683]
- quote-row: [186, 270, 378, 280]
- olympic-subtitle: ΠΟΙΑ ΤΑ ΠΡΟΒΑΛΛΟΜΕΝΑ ΑΙΤΗΜΑΤΑ ΤΩΝ ΚΥΒΕΡΝΗΤΩΝ: [1189, 48, 1554, 62]
- quote-cell: 920: [360, 290, 376, 300]
- quote-row: [186, 310, 378, 320]
- mavros-text: ΝΕΑ ΥΟΡΚΗ, 26. (Ἀθ. Πρ.). — Ὁ ἀντιπρόεδρος τῆς κυβερνήσεως κ. Μαῦρος ἐδήλωσεν ὅτι ἡ δήλωσίς του περὶ τοῦ κ. Κίσσινγκερ ἀπεδόθη κακῶς ἀπὸ τὸν τύπον.: [974, 1077, 1138, 1150]
- quote-cell: 1.250: [152, 583, 176, 594]
- hunger-strike-title: ΕΤΕΡΜΑΤΙΣΘΗ Η ΑΠΕΡΓΙΑ ΠΕΙΝΗΣ ΔΙΑ ΤΟΝ ΜΟΡΟΣ: [1402, 380, 1567, 409]
- quote-row: [186, 170, 378, 180]
- confession-title: Η ΟΜΟΛΟΓΙΑ ΤΗΣ Κ. ΔΕΣΠΟΙΝΑΣ: [419, 1116, 551, 1145]
- quote-row: [186, 150, 378, 160]
- quote-cell: 1.750: [152, 653, 176, 664]
- quote-cell: 3.100: [352, 220, 376, 230]
- mavros-box: [967, 1021, 1145, 1160]
- quote-cell: 3,50: [10, 191, 29, 201]
- peach-text: ΑΘΗΝΑΙ, 26. — Ἡ φετεινὴ ἐξαγωγικὴ περίοδος τῶν ροδακίνων ὑπῆρξεν ἰδιαιτέρως ἐπιτυχής. Ἐξήχθησαν συνολικῶς 102.130 τόννοι ἔναντι 82.354 τόννων τοῦ προηγουμένου ἔτους, ἀξίας 19.706.000 δολλαρίων. Αἱ κυριώτεραι χῶραι εἰσαγωγῆς ὑπῆρξαν ἡ Δυτικὴ Γερμανία, ἡ Πολωνία καὶ ἡ Ὁλλανδία.: [1152, 531, 1367, 641]
- stock-tables-2: [8, 350, 378, 683]
- quote-row: [186, 220, 378, 230]
- deh-table: [8, 293, 178, 323]
- stock-right: [186, 150, 378, 339]
- aircraft-cont: ΛΟΝΔΙΝΟΝ, 26. (Ρώυτερ). — Ἡ Βρεταννικὴ βιομηχανία ἀεροσκαφῶν πιστεύεται ὅτι προετοιμάζεται νὰ χορηγήσῃ εἰς τὴν Αἴγυπτον ἄδειαν διὰ τὴν κατασκευὴν τῶν ἀεριωθουμένων μαχητικῶν καὶ ἐκπαιδευτικῶν ἀεροσκαφῶν. Αἱ πληροφορίαι ἀναφέρουν ὅτι ἡ Αἴγυπτος ἐπιθυμεῖ νὰ ἀποκτήσῃ ἰδίαν ἀεροπορικὴν βιομηχανίαν μὲ τὴν βοήθειαν τῶν ἀραβικῶν χωρῶν παραγωγῶν πετρελαίου. Ἡ συμφωνία ἀναμένεται νὰ ὑπογραφῇ ἐντὸς τῶν προσεχῶν ἑβδομάδων.: [595, 610, 773, 805]
- tourism-title: Η ΕΛΛΑΣ ΘΑ ΠΑΡΑΜΕΙΝΗ Η ΕΥΦΘΗΝΟΤΕΡΑ ΧΩΡΑ ΔΙΑ ΤΟΥΣ ΑΜΕΡΙΚΑΝΟΥΣ ΤΟΥΡΙΣΤΑΣ: [975, 672, 1137, 729]
- quote-row: [8, 381, 178, 391]
- kke-text-4b: χωρίσουν τὰ ἀριστερὰ κόμματα καὶ νὰ χωρὶς συνεργασίαν. Ἡ ΕΔΗΝ ἐκπροσωπεῖ μίαν πολιτικὴν παράταξιν ἡ ὁποία ἀγωνίσθηκε κατὰ τῆς δικτατορίας. Ἡ ἀνακοίνωσις τοῦ ΚΚΕ Ἐσωτερικοῦ τονίζει ὅτι τὸ κόμμα θὰ συνεχίσῃ νὰ μετέχῃ εἰς τὴν Ἑνωμένην Ἀριστεράν.: [595, 1424, 773, 1533]
- quote-row: [8, 252, 178, 262]
- quote-cell: 1.120: [152, 673, 176, 684]
- quote-cell: 436: [160, 252, 176, 262]
- quote-cell: Ἐλαΐς: [10, 593, 37, 604]
- interpol-cont: ΑΘΗΝΑΙ, 26. — Δι' ἀποφάσεως τοῦ ὑφυπουργοῦ Οἰκονομικῶν ἐνηργήθησαν αἱ κατωτέρω μεταθέσεις τελωνειακῶν ὑπαλλήλων. Κόρδας Ἐλευθέριος ἐκ τοῦ τελωνείου Πειραιῶς εἰς τὸ τελωνεῖον Πατρῶν, Μανωλάκης Ἰωάννης ἐκ τοῦ τελωνείου Θεσσαλονίκης εἰς τὸ τελωνεῖον Καβάλας, Κωνσταντίνου Γεώργιος ἐκ τοῦ τελωνείου Ἡρακλείου εἰς τὸ τελωνεῖον Χανίων.: [1377, 986, 1592, 1108]
